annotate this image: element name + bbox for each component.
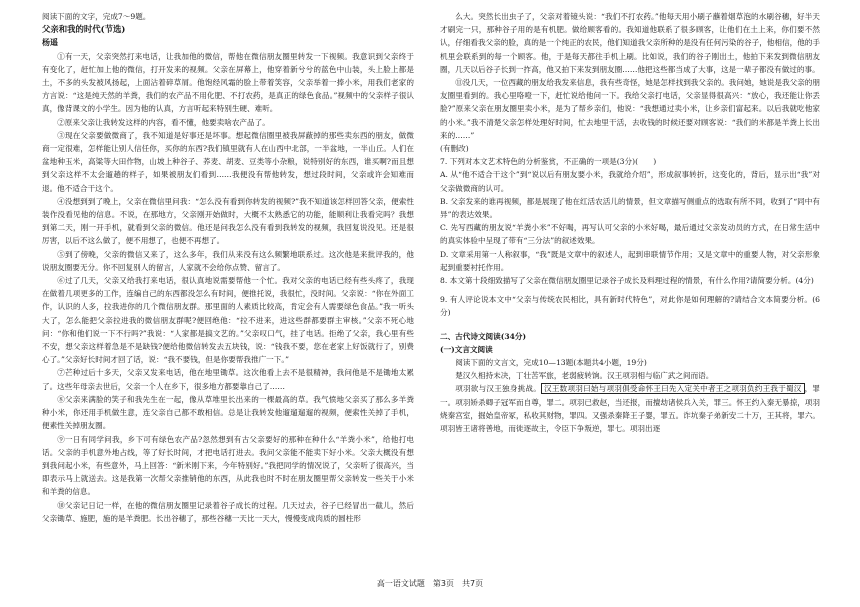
- question-8-stem: 8. 本文第十段细致描写了父亲在微信朋友圈里记录谷子成长及料理过程的情景，有什么作用?请简要分析。(4分): [440, 276, 814, 286]
- question-9: [440, 293, 820, 319]
- classical-intro: 阅读下面的文言文，完成10—13题(本题共4小题，19分): [455, 358, 647, 368]
- paragraph-4: ④没想到到了晚上，父亲在微信里问我：“怎么没有看到你转发的视频?”我不知道该怎样回答父亲，便索性装作没看见他的信息。不说，在那地方，父亲刚开始做时，大概不太熟悉它的功能，能顺利让我看完吗？我想到第二天，刚一开手机，就看到父亲的微信。他还是问我怎么没有看到我转发的视频，我回复说没见。还是很厉害，以后不这么做了，便不用想了，也便不再想了。: [42, 196, 414, 246]
- section-2-heading: 二、古代诗文阅读(34分): [440, 331, 527, 341]
- question-7-option-c: C. 先写西藏的朋友说“羊粪小米”不好喝，再写认可父亲的小米好喝，最后通过父亲发动员的方式，在日常生活中的真实体验中呈现了带有“三分法”的叙述效果。: [440, 223, 820, 246]
- paragraph-3: ③现在父亲要做微商了，我不知道是好事还是坏事。想起微信圈里被我屏蔽掉的那些卖东西的朋友，做微商一定很难，怎样能让别人信任你，买你的东西?我们镇里就有人在山西中北部，一半盆地，一半山丘。人们在盆地种玉米，高粱等大田作物，山坡上种谷子、荞麦、胡麦、豆类等小杂粮，说特别好的东西，谁买啊?而且想到父亲这样不太会遛趟的样子，如果被朋友们看到……我便没有帮他转发，想过段时间，父亲或许会知难而退。他不适合干这个。: [42, 130, 414, 193]
- right-column: [440, 10, 820, 435]
- section-2-subheading: (一)文言文阅读: [440, 344, 493, 354]
- edit-note: (有删改): [440, 144, 469, 154]
- paragraph-continued: 么大。突然长出虫子了，父亲对着镜头说：“我们不打农药。”他每天用小刷子蘸着烟草泡的水刷谷穗，好半天才刷完一只，那种谷子用的是有机肥。做给顾客看的。我知道他联系了很多顾客，让他们在土上来，你们要不然认，仔细看我父亲的脸，真的是一个纯正的农民，他们知道我父亲所种的是没有任何污染的谷子，他相信，他的手机里会联系到的每一个顾客。他，于是每天都往手机上刷。比如说，我们的谷子刚出土，他拍下来发到微信朋友圈，几天以后谷子长到一拃高，他又拍下来发到朋友圈……他把这些都当成了大事，这是一辈子都没有做过的事。: [440, 12, 820, 74]
- paragraph-1: ①有一天，父亲突然打来电话，让我加他的微信，帮他在微信朋友圈里转发一下视频。我意识到父亲终于有变化了，赶忙加上他的微信，打开发来的视频。父亲在屏幕上，他穿着新兮兮的蓝色中山装，头上脸上都是土，不多的头发被风扬起，上面沾着碎草屑。他饱经风霜的脸上带着笑容，父亲举着一捧小米，用我们老家的方言说：“这是纯天然的羊粪，我们的农产品不用化肥、不打农药，是真正的绿色食品。”视频中的父亲样子很认真，像背课文的小学生。因为他的认真，方言听起来特别生硬、难听。: [42, 51, 414, 114]
- classical-text-2: [440, 382, 820, 435]
- paragraph-10: ⑩父亲记日记一样，在他的微信朋友圈里记录着谷子成长的过程。几天过去，谷子已经冒出一截儿，然后父亲锄草、施肥，施的是羊粪肥。长出谷穗了，那些谷穗一天比一天大，慢慢变成肉质的圆柱形: [42, 500, 414, 523]
- question-7-option-b: B. 父亲发来的谁再视频，都是展现了他在红活农活儿的情景，但文章描写侧重点的选取有所不同，收到了“同中有异”的表达效果。: [440, 196, 820, 220]
- reading-intro: 阅读下面的文字，完成7～9题。: [42, 12, 151, 21]
- question-7-option-a: A. 从“他不适合干这个”到“说以后有朋友要小米，我就给介绍”，形成叙事转折，这变化的，背后，显示出“我”对父亲做微商的认可。: [440, 170, 820, 193]
- paragraph-5: ⑤到了傍晚，父亲的微信又来了，这么多年，我们从来没有这么频繁地联系过。这次他是来批评我的，他说朋友圈要无分。你不回复别人的留言，人家就不会给你点赞、留言了。: [42, 249, 414, 272]
- question-9-stem: 9. 有人评论说本文中“父亲与传统农民相比，具有新时代特色”，对此你是如何理解的?请结合文本简要分析。(6分): [440, 295, 820, 318]
- article-author: 杨遥: [42, 37, 58, 48]
- question-7: [440, 155, 820, 274]
- left-column: [42, 10, 414, 525]
- paragraph-6: ⑥过了几天，父亲又给我打来电话，很认真地说需要帮他一个忙。我对父亲的电话已经有些头疼了，我现在做着几项更多的工作，连编自己的东西都没怎么有时间，便推托说，我很忙，没时间。父亲说：“你在外面工作，认识的人多，拉我进你的几个微信朋友群。那里面的人素质比较高，肯定会有人需要绿色食品。”我一听头大了，怎么能把父亲拉进我的微信朋友群呢?便回绝他：“拉不进来，进这些群都要群主审核。”父亲不死心地问：“你和他们说一下不行吗?”我说：“人家都是搞文艺的。”父亲叹口气，挂了电话。拒绝了父亲，我心里有些不安，想父亲这样着急是不是缺钱?便给他微信转发去五块钱，说：“钱我不要，您在老家上好饭就行了，别费心了。”父亲好长时间才回了话，说：“我不要钱，但是你要帮我推广一下。”: [42, 276, 414, 365]
- classical-text-2-body: 项羽欲与汉王独身挑战。 汉王数项羽曰始与项羽俱受命怀王曰先入定关中者王之项羽负约王我于蜀汉 ，罪一。项羽矫杀卿子冠军而自尊，罪二。项羽已救赵，当还报，而擅劫诸侯兵入关，罪三。怀王约入秦无暴掠，项羽烧秦宫室，掘始皇帝冢，私收其财物，罪四。又强杀秦降王子婴，罪五。诈坑秦子弟新安二十万，王其将，罪六。项羽皆王诸将善地，而徙逐故主，令臣下争叛逆，罪七。项羽出逐: [440, 384, 821, 434]
- article-title: 父亲和我的时代(节选): [42, 24, 126, 35]
- paragraph-7: ⑦芒种过后十多天，父亲又发来电话，他在地里锄草。这次他看上去不是很精神，我问他是不是锄地太累了。这些年母亲去世后，父亲一个人在乡下，很多地方都要靠自己了……: [42, 368, 414, 391]
- question-8: [440, 274, 820, 287]
- question-7-stem: 7. 下列对本文艺术特色的分析鉴赏，不正确的一项是(3分)( ): [440, 157, 657, 167]
- paragraph-2: ②原来父亲让我转发这样的内容，看不懂，他要卖啥农产品了。: [57, 117, 270, 127]
- question-7-option-d: D. 文章采用第一人称叙事，“我”既是文章中的叙述人，起到串联情节作用；又是文章中的重要人物，对父亲形象起到重要衬托作用。: [440, 249, 820, 272]
- paragraph-11: ⑪没几天，一位西藏的朋友给我发来信息，我有些奇怪，她是怎样找到我父亲的。我问她，她说是我父亲的朋友圈里看到的。我心里咯噔一下，赶忙说给他问一下。我给父亲打电话，父亲显得很高兴：“放心，我还能让你丢脸?”原来父亲在朋友圈里卖小米，是为了帮乡亲们，他说：“我想通过卖小米，让乡亲们富起来。以后我就吃他家的小米。”我不清楚父亲怎样处理好时间，忙去地里干活，去收钱的时候还要对顾客说：“我们的米都是羊粪上长出来的……”: [440, 78, 820, 140]
- classical-text-1: 楚汉久相持未决，丁壮苦军旅，老弱疲转饷。汉王项羽相与临广武之间而语。: [455, 371, 714, 381]
- paragraph-9: ⑨一日有同学问我，乡下可有绿色农产品?忽然想到有古父亲要好的那种在种什么“羊粪小米”，给他打电话。父亲的手机意外地占线，等了好长时间，才把电话打进去。我问父亲能不能卖下好小米。父亲大概没有想到我问起小米，有些意外，马上回答：“新米刚下来，今年特别好。”我把同学的情况说了，父亲听了很高兴，当即表示马上就送去。这是我第一次帮父亲推销他的东西，从此我也时不时在朋友圈里帮父亲转发一些关于小米和羊粪的信息。: [42, 434, 414, 497]
- paragraph-8: ⑧父亲来满脸的笑子和我先生在一起，像从草堆里长出来的一棵最高的草。我气愤地父亲买了那么多羊粪种小米，你还用手机做生意，连父亲自己都不敢相信。总是让我转发他遛遛遛遛的视频，便索性关掉了手机，便素性关掉朋友圈。: [42, 394, 414, 431]
- page-footer: 高一语文试题 第3页 共7页: [376, 579, 484, 588]
- boxed-sentence: 汉王数项羽曰始与项羽俱受命怀王曰先入定关中者王之项羽负约王我于蜀汉: [541, 383, 805, 394]
